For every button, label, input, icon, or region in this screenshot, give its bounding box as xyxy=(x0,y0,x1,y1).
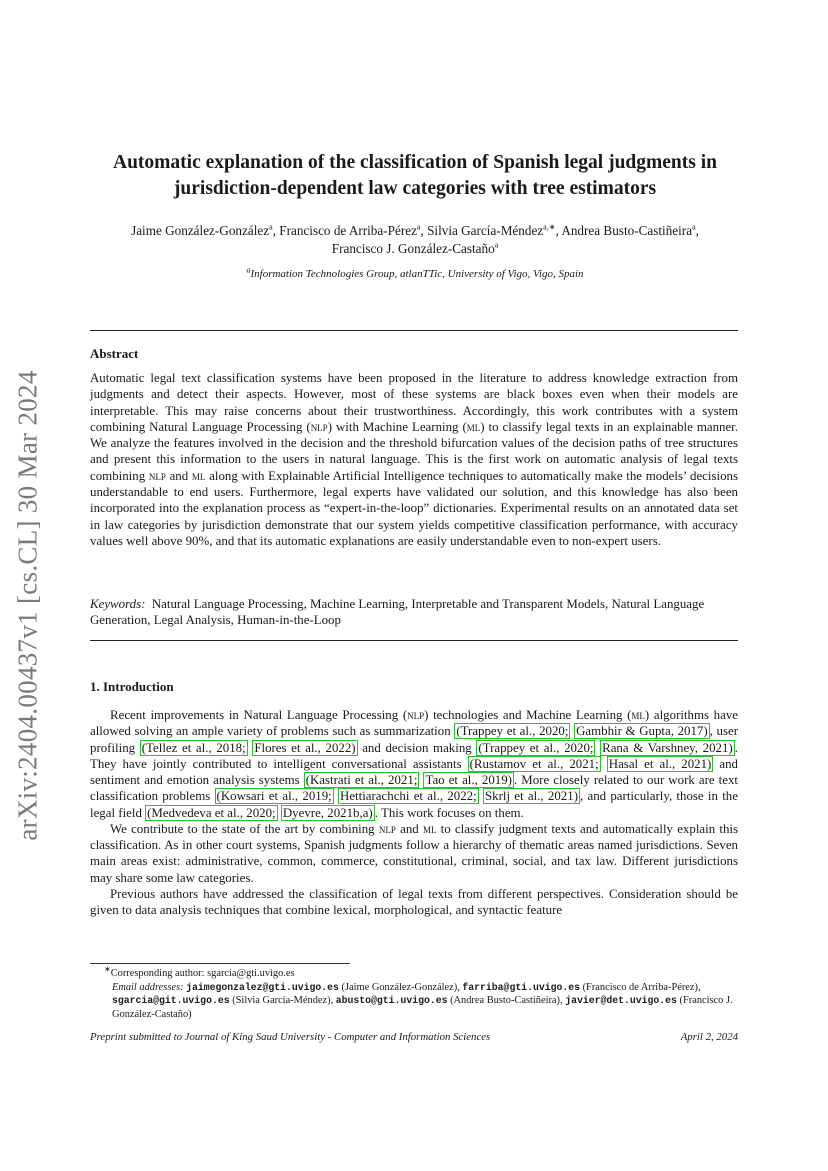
corresponding-mark: ∗ xyxy=(104,964,111,974)
author-name: Andrea Busto-Castiñeira xyxy=(561,223,693,238)
author-list: Jaime González-González$^a$, Francisco de Arriba-Pérez$^a$, Silvia García-Méndez$^{a,∗}$, Andrea Busto-Castiñeira$^a$, Francisco J. González-Castaño$^a$ xyxy=(131,222,699,256)
preprint-date: April 2, 2024 xyxy=(680,1031,738,1043)
affiliation-mark: a xyxy=(246,265,251,275)
email-address[interactable]: abusto@gti.uvigo.es xyxy=(335,995,448,1006)
acronym: ml xyxy=(191,468,206,483)
arxiv-stamp xyxy=(6,360,50,850)
author-name: Jaime González-González xyxy=(131,223,270,238)
citation-link[interactable]: (Trappey et al., 2020; xyxy=(478,740,594,755)
citation-link[interactable]: (Trappey et al., 2020; xyxy=(456,724,569,739)
preprint-note: Preprint submitted to Journal of King Saud University - Computer and Information Sciences xyxy=(90,1031,491,1043)
citation-link[interactable]: (Rustamov et al., 2021; xyxy=(469,756,599,771)
section-heading: 1. Introduction xyxy=(90,679,174,694)
email-address[interactable]: jaimegonzalez@gti.uvigo.es xyxy=(186,981,339,993)
citation-link[interactable]: (Tellez et al., 2018; xyxy=(141,740,246,755)
abstract-top-rule xyxy=(90,330,738,331)
acronym: nlp xyxy=(148,468,166,483)
intro-paragraph-3: Previous authors have addressed the classification of legal texts from different perspectives. Consideration should be given to data analysis techniques that combine lexical, morphological, and syntactic feature xyxy=(90,886,738,917)
acronym: nlp xyxy=(310,419,328,434)
citation-link[interactable]: (Kowsari et al., 2019; xyxy=(216,789,332,804)
arxiv-stamp-text: arXiv:2404.00437v1 [cs.CL] 30 Mar 2024 xyxy=(12,369,43,841)
author-name: Silvia García-Méndez xyxy=(427,223,544,238)
acronym: ml xyxy=(631,708,645,722)
author-name: Francisco de Arriba-Pérez xyxy=(279,223,417,238)
corresponding-text: Corresponding author: sgarcia@gti.uvigo.es xyxy=(110,968,295,979)
email-address[interactable]: javier@det.uvigo.es xyxy=(565,995,677,1006)
citation-link[interactable]: Skrlj et al., 2021) xyxy=(484,789,578,804)
abstract-heading: Abstract xyxy=(90,346,139,361)
affiliation xyxy=(90,265,740,280)
author-name: Francisco J. González-Castaño xyxy=(331,241,495,256)
paper-title xyxy=(90,150,740,202)
introduction-body xyxy=(90,707,738,918)
acronym: ml xyxy=(422,821,437,836)
keywords xyxy=(90,596,738,629)
email-address[interactable]: farriba@gti.uvigo.es xyxy=(462,981,580,993)
keywords-text: Natural Language Processing, Machine Learning, Interpretable and Transparent Models, Natural Language Generation, Legal Analysis, Human-in-the-Loop xyxy=(90,597,705,628)
title-line-2: jurisdiction-dependent law categories with tree estimators xyxy=(173,178,657,199)
title-line-1: Automatic explanation of the classification of Spanish legal judgments in xyxy=(113,152,717,173)
acronym: nlp xyxy=(378,821,396,836)
author-affiliation-mark: a xyxy=(494,240,499,250)
citation-link[interactable]: Tao et al., 2019) xyxy=(425,773,512,787)
intro-paragraph-2: We contribute to the state of the art by combining nlp and ml to classify judgment texts and automatically explain this classification. As in other court systems, Spanish judgments follow a hierarchy of thematic areas named jurisdictions. Seven main areas exist: administrative, common, commerce, constitutional, criminal, social, and tax law. Different jurisdictions may share some law categories. xyxy=(90,821,738,885)
citation-link[interactable]: Rana & Varshney, 2021) xyxy=(602,740,733,755)
citation-link[interactable]: Flores et al., 2022) xyxy=(254,740,356,755)
abstract-text: Automatic legal text classification systems have been proposed in the literature to address knowledge extraction from judgments and detect their aspects. However, most of these systems are black boxes even when their models are interpretable. This may raise concerns about their trustworthiness. Accordingly, this work contributes with a system combining Natural Language Processing (nlp) with Machine Learning (ml) to classify legal texts in an explainable manner. We analyze the features involved in the decision and the threshold bifurcation values of the decision paths of tree structures and present this information to the users in natural language. This is the first work on automatic analysis of legal texts combining nlp and ml along with Explainable Artificial Intelligence techniques to automatically make the models’ decisions understandable to end users. Furthermore, legal experts have validated our solution, and this knowledge has also been incorporated into the explanation process as “expert-in-the-loop” dictionaries. Experimental results on an annotated data set in law categories by jurisdiction demonstrate that our system yields competitive classification performance, with accuracy values well above 90%, and that its automatic explanations are easily understandable even to non-expert users. xyxy=(90,371,738,548)
author-affiliation-mark: a xyxy=(692,222,696,232)
author-affiliation-mark: a xyxy=(269,222,273,232)
author-affiliation-mark: a xyxy=(416,222,421,232)
author-affiliation-mark: a,∗ xyxy=(543,222,556,232)
citation-link[interactable]: (Kastrati et al., 2021; xyxy=(305,773,418,787)
email-label: Email addresses: xyxy=(112,981,187,993)
keywords-label: Keywords: xyxy=(90,597,146,611)
acronym: nlp xyxy=(407,708,425,722)
intro-paragraph-1: Recent improvements in Natural Language Processing (nlp) technologies and Machine Learning (ml) algorithms have allowed solving an ample variety of problems such as summarization (Trappey et al., 2020; Gambhir & Gupta, 2017) , user profiling (Tellez et al., 2018; Flores et al., 2022) and decision making (Trappey et al., 2020; Rana & Varshney, 2021) . They have jointly contributed to intelligent conversational assistants (Rustamov et al., 2021; Hasal et al., 2021) and sentiment and emotion analysis systems (Kastrati et al., 2021; Tao et al., 2019) . More closely related to our work are text classification problems (Kowsari et al., 2019; Hettiarachchi et al., 2022; Skrlj et al., 2021) , and particularly, those in the legal field (Medvedeva et al., 2020; Dyevre, 2021b,a) . This work focuses on them. xyxy=(90,708,739,820)
footnotes xyxy=(90,964,738,1021)
citation-link[interactable]: Hasal et al., 2021) xyxy=(608,756,712,771)
citation-link[interactable]: Dyevre, 2021b,a) xyxy=(282,805,373,820)
citation-link[interactable]: (Medvedeva et al., 2020; xyxy=(147,805,276,820)
corresponding-footnote xyxy=(90,964,738,981)
abstract-bottom-rule xyxy=(90,640,738,641)
acronym: ml xyxy=(466,419,481,434)
email-address[interactable]: sgarcia@git.uvigo.es xyxy=(112,995,230,1006)
email-footnote: Email addresses: jaimegonzalez@gti.uvigo.es (Jaime González-González), farriba@gti.uvigo.es (Francisco de Arriba-Pérez), sgarcia@git.uvigo.es (Silvia García-Méndez), abusto@gti.uvigo.es (Andrea Busto-Castiñeira), javier@det.uvigo.es (Francisco J. González-Castaño) xyxy=(112,981,733,1020)
affiliation-text: Information Technologies Group, atlanTTic, University of Vigo, Vigo, Spain xyxy=(250,268,584,280)
footnote-rule xyxy=(90,963,350,964)
citation-link[interactable]: Hettiarachchi et al., 2022; xyxy=(340,789,477,804)
citation-link[interactable]: Gambhir & Gupta, 2017) xyxy=(576,724,708,739)
